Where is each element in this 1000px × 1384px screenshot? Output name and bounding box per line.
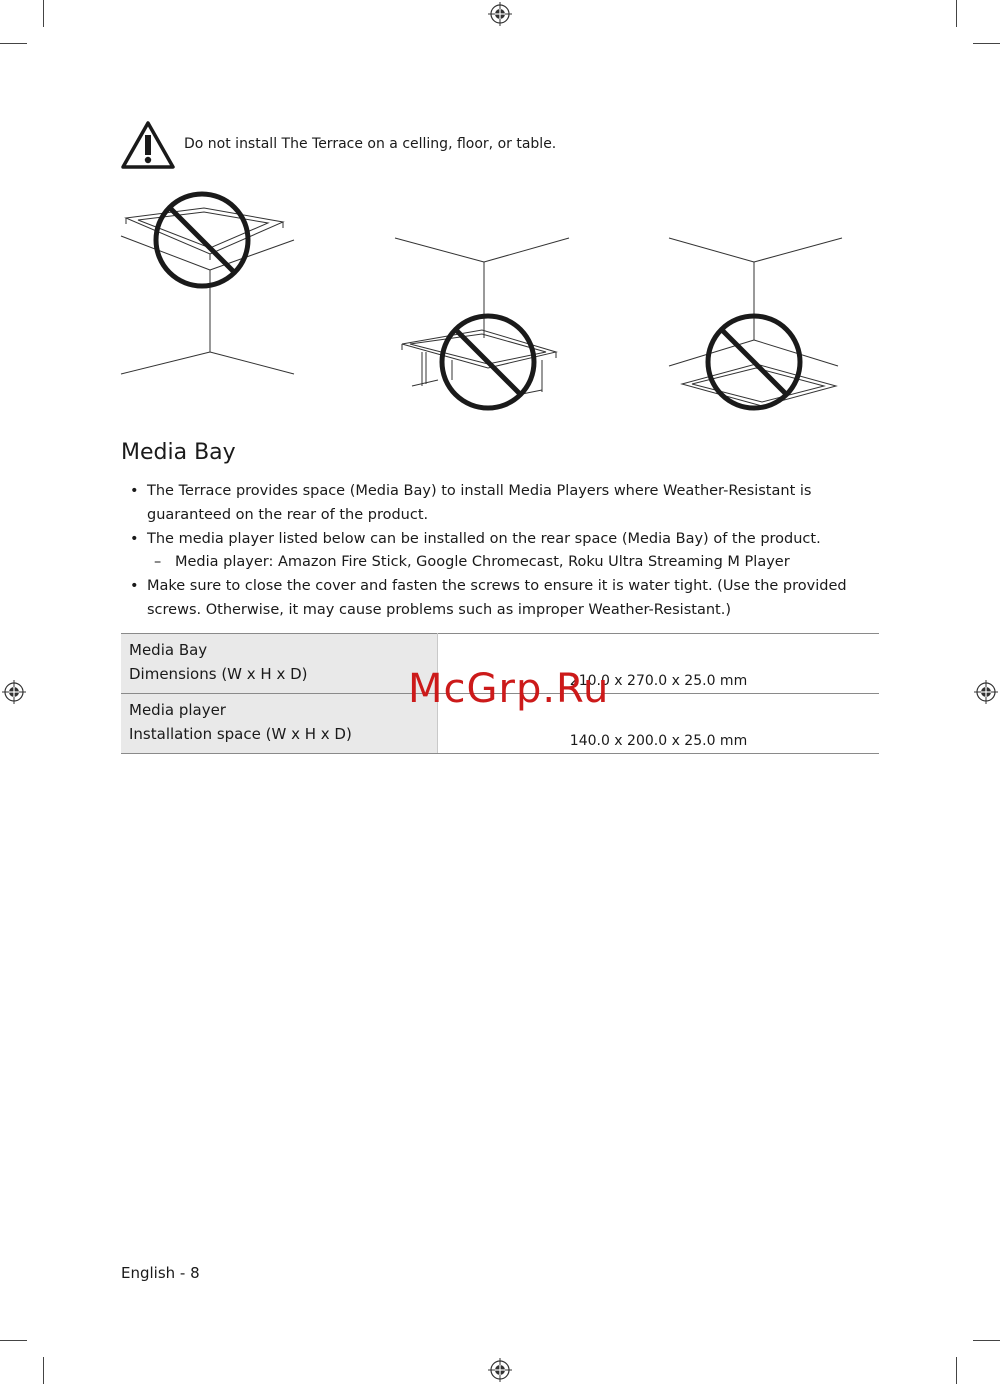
crop-mark bbox=[956, 1357, 957, 1384]
table-label-line: Installation space (W x H x D) bbox=[129, 725, 352, 743]
crop-mark bbox=[973, 43, 1000, 44]
section-title: Media Bay bbox=[121, 440, 236, 465]
registration-mark-icon bbox=[2, 680, 26, 704]
list-item: • The media player listed below can be installed on the rear space (Media Bay) of the product. bbox=[128, 528, 888, 552]
watermark: McGrp.Ru bbox=[408, 666, 610, 712]
list-item: • The Terrace provides space (Media Bay) to install Media Players where Weather-Resistant is guaranteed on the rear of the product. bbox=[128, 480, 888, 528]
table-label-cell bbox=[121, 634, 438, 694]
registration-mark-icon bbox=[488, 1358, 512, 1382]
table-label-line: Media player bbox=[129, 701, 226, 719]
table-label-cell bbox=[121, 694, 438, 754]
crop-mark bbox=[0, 1340, 27, 1341]
crop-mark bbox=[43, 1357, 44, 1384]
table-label-line: Dimensions (W x H x D) bbox=[129, 665, 308, 683]
registration-mark-icon bbox=[974, 680, 998, 704]
warning-triangle-icon bbox=[120, 120, 176, 170]
crop-mark bbox=[956, 0, 957, 27]
ceiling-install-illustration bbox=[118, 188, 298, 380]
crop-mark bbox=[43, 0, 44, 27]
table-install-illustration bbox=[392, 234, 572, 414]
page-footer: English - 8 bbox=[121, 1264, 200, 1282]
warning-text: Do not install The Terrace on a celling, floor, or table. bbox=[184, 136, 557, 152]
bullet-list bbox=[128, 480, 888, 623]
table-value-cell: 210.0 x 270.0 x 25.0 mm bbox=[438, 634, 880, 694]
prohibited-icon bbox=[442, 316, 534, 408]
sub-list-item: – Media player: Amazon Fire Stick, Google Chromecast, Roku Ultra Streaming M Player bbox=[128, 551, 888, 575]
crop-mark bbox=[0, 43, 27, 44]
list-item: • Make sure to close the cover and fasten the screws to ensure it is water tight. (Use the provided screws. Otherwise, it may cause problems such as improper Weather-Resistant.) bbox=[128, 575, 888, 623]
table-label-line: Media Bay bbox=[129, 641, 208, 659]
crop-mark bbox=[973, 1340, 1000, 1341]
registration-mark-icon bbox=[488, 2, 512, 26]
table-value-cell: 140.0 x 200.0 x 25.0 mm bbox=[438, 694, 880, 754]
floor-install-illustration bbox=[666, 234, 846, 414]
